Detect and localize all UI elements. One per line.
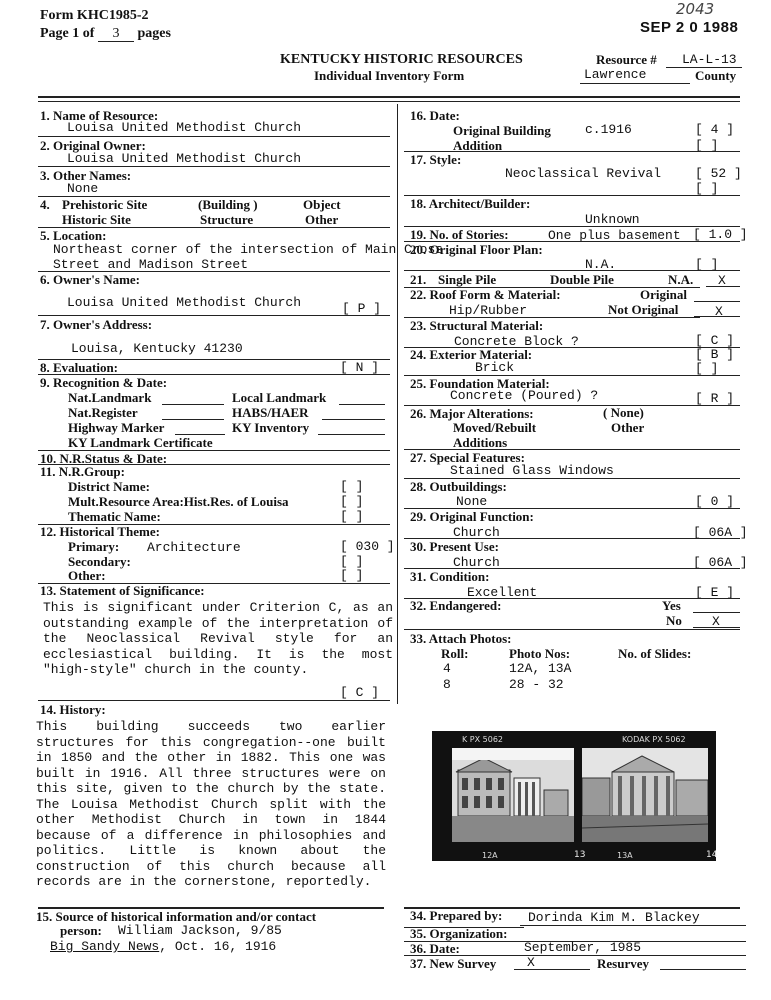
field-11-label: 11. N.R.Group: [40, 464, 125, 479]
field-17-code: [ 52 ] [695, 166, 742, 181]
field-25-value: Concrete (Poured) ? [450, 388, 599, 403]
field-21-double: Double Pile [550, 272, 614, 287]
field-5-line1: Northeast corner of the intersection of Main Cross [53, 242, 444, 257]
field-30-label: 30. Present Use: [410, 539, 499, 554]
county-label: County [695, 68, 737, 83]
field-13-label: 13. Statement of Significance: [40, 583, 205, 598]
field-9-natregister: Nat.Register [68, 405, 138, 420]
film-edge-label-right: KODAK PX 5062 [622, 735, 686, 744]
field-32-no: No [666, 613, 682, 628]
field-33-photos-2: 28 - 32 [509, 677, 564, 692]
field-27-label: 27. Special Features: [410, 450, 525, 465]
field-26-additions: Additions [453, 435, 508, 450]
field-15-person-label: person: [60, 923, 102, 938]
field-1-value: Louisa United Methodist Church [67, 120, 302, 135]
resource-number: LA-L-13 [682, 52, 737, 67]
photo-frame-2 [582, 748, 708, 842]
field-11-district-code: [ ] [340, 479, 364, 494]
film-frame-number-1: 12A [482, 851, 498, 860]
form-title: KENTUCKY HISTORIC RESOURCES [280, 52, 523, 67]
field-28-value: None [456, 494, 488, 509]
field-7-value: Louisa, Kentucky 41230 [71, 341, 243, 356]
field-6-code: [ P ] [342, 301, 382, 316]
field-5-label: 5. Location: [40, 228, 107, 243]
field-9-highway: Highway Marker [68, 420, 165, 435]
field-24-code: [ B ] [695, 347, 735, 362]
field-12-other-code: [ ] [340, 568, 364, 583]
field-23-value: Concrete Block ? [454, 334, 579, 349]
field-21-mark: X [718, 273, 726, 288]
received-stamp: SEP 2 0 1988 [640, 19, 739, 36]
field-2-value: Louisa United Methodist Church [67, 151, 302, 166]
page-indicator: Page 1 of 3 pages [40, 26, 171, 41]
field-9-label: 9. Recognition & Date: [40, 375, 168, 390]
field-33-slides-header: No. of Slides: [618, 646, 692, 661]
field-18-label: 18. Architect/Builder: [410, 196, 531, 211]
field-17-value: Neoclassical Revival [505, 166, 662, 181]
field-26-other: Other [611, 420, 645, 435]
field-14-label: 14. History: [40, 702, 106, 717]
field-24-label: 24. Exterior Material: [410, 347, 533, 362]
handwritten-number: 2043 [676, 0, 715, 18]
field-31-code: [ E ] [695, 585, 735, 600]
field-32-mark: X [712, 614, 720, 629]
field-22-label: 22. Roof Form & Material: [410, 287, 561, 302]
field-30-value: Church [453, 555, 500, 570]
field-26-label: 26. Major Alterations: [410, 406, 534, 421]
field-20-value: N.A. [585, 257, 617, 272]
field-19-label: 19. No. of Stories: [410, 227, 509, 242]
field-37-label: 37. New Survey [410, 956, 497, 971]
field-32-yes: Yes [662, 598, 681, 613]
field-21-single: Single Pile [438, 272, 497, 287]
field-12-primary: Primary: [68, 539, 120, 554]
photo-frame-1 [452, 748, 574, 842]
field-37-resurvey: Resurvey [597, 956, 649, 971]
field-11-thematic: Thematic Name: [68, 509, 161, 524]
field-3-value: None [67, 181, 99, 196]
field-11-mult: Mult.Resource Area:Hist.Res. of Louisa [68, 494, 289, 509]
field-28-label: 28. Outbuildings: [410, 479, 507, 494]
field-18-value: Unknown [585, 212, 640, 227]
form-subtitle: Individual Inventory Form [314, 68, 465, 83]
field-19-value: One plus basement [548, 228, 681, 243]
field-9-kycert: KY Landmark Certificate [68, 435, 213, 450]
field-4-prehistoric: Prehistoric Site [62, 197, 148, 212]
field-34-value: Dorinda Kim M. Blackey [528, 910, 700, 925]
field-30-code: [ 06A ] [693, 555, 748, 570]
field-16-original: Original Building [453, 123, 551, 138]
film-frame-number-4: 14 [706, 850, 718, 860]
field-33-label: 33. Attach Photos: [410, 631, 512, 646]
field-24-code-2: [ ] [695, 361, 719, 376]
field-7-label: 7. Owner's Address: [40, 317, 153, 332]
field-25-label: 25. Foundation Material: [410, 376, 550, 391]
film-edge-label-left: K PX 5062 [462, 735, 503, 744]
field-33-roll-header: Roll: [441, 646, 469, 661]
field-5-line2: Street and Madison Street [53, 257, 249, 272]
field-12-label: 12. Historical Theme: [40, 524, 160, 539]
field-23-label: 23. Structural Material: [410, 318, 544, 333]
field-32-label: 32. Endangered: [410, 598, 502, 613]
field-2-label: 2. Original Owner: [40, 138, 146, 153]
field-19-code: [ 1.0 ] [693, 227, 748, 242]
field-6-value: Louisa United Methodist Church [67, 295, 302, 310]
field-22-value: Hip/Rubber [449, 303, 528, 318]
field-17-code-2: [ ] [695, 181, 719, 196]
field-33-roll-1: 4 [443, 661, 451, 676]
field-16-addition-code: [ ] [695, 138, 719, 153]
field-15-person-value: William Jackson, 9/85 [118, 923, 282, 938]
field-4-other: Other [305, 212, 339, 227]
field-9-natlandmark: Nat.Landmark [68, 390, 152, 405]
field-12-other: Other: [68, 568, 106, 583]
field-33-roll-2: 8 [443, 677, 451, 692]
field-11-thematic-code: [ ] [340, 509, 364, 524]
field-11-district: District Name: [68, 479, 150, 494]
film-frame-number-3: 13A [617, 851, 633, 860]
field-16-label: 16. Date: [410, 108, 460, 123]
field-25-code: [ R ] [695, 391, 735, 406]
field-20-code: [ ] [695, 257, 719, 272]
field-12-secondary-code: [ ] [340, 554, 364, 569]
field-28-code: [ 0 ] [695, 494, 735, 509]
field-11-mult-code: [ ] [340, 494, 364, 509]
field-34-label: 34. Prepared by: [410, 908, 503, 923]
field-15-label: 15. Source of historical information and/or contact [36, 909, 317, 924]
field-9-locallandmark: Local Landmark [232, 390, 327, 405]
field-8-code: [ N ] [340, 360, 380, 375]
field-31-label: 31. Condition: [410, 569, 490, 584]
field-12-secondary: Secondary: [68, 554, 131, 569]
field-27-value: Stained Glass Windows [450, 463, 614, 478]
field-4-historic: Historic Site [62, 212, 131, 227]
field-9-habs: HABS/HAER [232, 405, 309, 420]
field-12-primary-code: [ 030 ] [340, 539, 395, 554]
field-33-photonos-header: Photo Nos: [509, 646, 571, 661]
field-16-original-code: [ 4 ] [695, 122, 735, 137]
field-15-source: Big Sandy News, Oct. 16, 1916 [50, 939, 277, 954]
field-29-code: [ 06A ] [693, 525, 748, 540]
field-6-label: 6. Owner's Name: [40, 272, 141, 287]
field-12-primary-value: Architecture [147, 540, 241, 555]
field-21-na: N.A. [668, 272, 694, 287]
field-14-text: This building succeeds two earlier structures for this congregation--one built in 1850 and the other in 1882. This one was built in 1916. All three structures were on this site, given to the church by the state. The Louisa Methodist Church split with the other Methodist Church in town in 1844 because of a difference in philosophies and politics. Little is known about the construction of this church because all records are in the cornerstone, reportedly. [36, 719, 386, 889]
field-9-kyinventory: KY Inventory [232, 420, 310, 435]
field-3-label: 3. Other Names: [40, 168, 132, 183]
field-36-value: September, 1985 [524, 940, 642, 955]
field-26-moved: Moved/Rebuilt [453, 420, 537, 435]
form-number: Form KHC1985-2 [40, 8, 149, 23]
field-22-notoriginal: Not Original [608, 302, 679, 317]
field-4-object: Object [303, 197, 341, 212]
page-total: 3 [98, 26, 134, 42]
field-16-addition: Addition [453, 138, 503, 153]
field-13-code: [ C ] [340, 685, 380, 700]
field-1-label: 1. Name of Resource: [40, 108, 159, 123]
field-8-label: 8. Evaluation: [40, 360, 119, 375]
field-37-mark: X [527, 955, 535, 970]
field-4-building: (Building ) [198, 197, 258, 212]
field-35-label: 35. Organization: [410, 926, 508, 941]
field-23-code: [ C ] [695, 333, 735, 348]
contact-sheet-photo [432, 731, 716, 861]
field-21-num: 21. [410, 272, 427, 287]
field-20-label: 20. Original Floor Plan: [410, 242, 543, 257]
field-17-label: 17. Style: [410, 152, 462, 167]
field-22-original: Original [640, 287, 687, 302]
resource-number-label: Resource # [596, 52, 657, 67]
field-24-value: Brick [475, 360, 515, 375]
field-10-label: 10. N.R.Status & Date: [40, 451, 168, 466]
field-31-value: Excellent [467, 585, 538, 600]
field-13-text: This is significant under Criterion C, as an outstanding example of the interpretation of the Neoclassical Revival style for an ecclesiastical building. It is the most "high-style" church in the county. [43, 600, 393, 677]
field-29-label: 29. Original Function: [410, 509, 534, 524]
field-36-label: 36. Date: [410, 941, 460, 956]
field-22-mark: X [715, 304, 723, 319]
county-name: Lawrence [584, 67, 647, 82]
film-frame-number-2: 13 [574, 850, 586, 860]
field-26-none: ( None) [603, 405, 644, 420]
field-29-value: Church [453, 525, 500, 540]
field-16-original-value: c.1916 [585, 122, 632, 137]
field-33-photos-1: 12A, 13A [509, 661, 572, 676]
field-4-num: 4. [40, 197, 50, 212]
field-4-structure: Structure [200, 212, 254, 227]
